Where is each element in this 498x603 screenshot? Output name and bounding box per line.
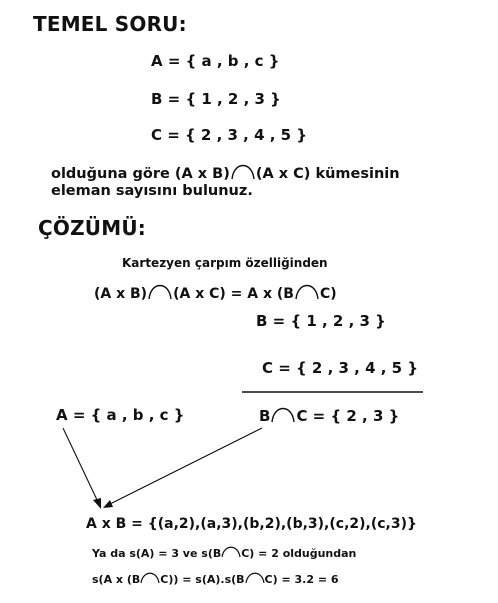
count-line-a: Ya da s(A) = 3 ve s(B	[92, 547, 222, 560]
final-b: C)) = s(A).s(B	[160, 573, 245, 586]
solution-set-b: B = { 1 , 2 , 3 }	[256, 312, 386, 330]
intersection-line	[259, 407, 399, 425]
final-a: s(A x (B	[92, 573, 141, 586]
arrowhead-b	[103, 500, 113, 508]
solution-set-c: C = { 2 , 3 , 4 , 5 }	[262, 359, 418, 377]
question-part2: (A x C) kümesinin	[255, 166, 400, 182]
question-line2: eleman sayısını bulunuz.	[51, 183, 253, 199]
solution-heading: ÇÖZÜMÜ:	[38, 216, 146, 240]
intersection-icon	[270, 407, 296, 423]
intersection-left: B	[259, 407, 271, 425]
intersection-icon	[140, 572, 160, 584]
identity-left-b: (A x C) = A x (B	[173, 286, 294, 302]
cartesian-product: A x B = {(a,2),(a,3),(b,2),(b,3),(c,2),(c,3)}	[86, 516, 417, 532]
solution-set-a: A = { a , b , c }	[56, 406, 185, 424]
final-c: C) = 3.2 = 6	[264, 573, 339, 586]
identity-left-a: (A x B)	[94, 286, 148, 302]
given-set-c: C = { 2 , 3 , 4 , 5 }	[151, 126, 307, 144]
count-line-b: C) = 2 olduğundan	[241, 547, 357, 560]
identity-right: C)	[319, 286, 337, 302]
arrowhead-a	[93, 498, 101, 509]
intersection-right: C = { 2 , 3 }	[296, 407, 400, 425]
final-result	[92, 572, 339, 586]
question-part1: olduğuna göre (A x B)	[51, 166, 230, 182]
intersection-icon	[221, 546, 241, 558]
given-set-a: A = { a , b , c }	[151, 52, 280, 70]
solution-note: Kartezyen çarpım özelliğinden	[122, 256, 328, 270]
given-set-b: B = { 1 , 2 , 3 }	[151, 90, 281, 108]
count-line	[92, 546, 356, 560]
question-heading: TEMEL SORU:	[33, 12, 187, 36]
arrow-from-set-a	[63, 428, 98, 502]
intersection-icon	[245, 572, 265, 584]
arrow-from-intersection	[110, 428, 262, 504]
